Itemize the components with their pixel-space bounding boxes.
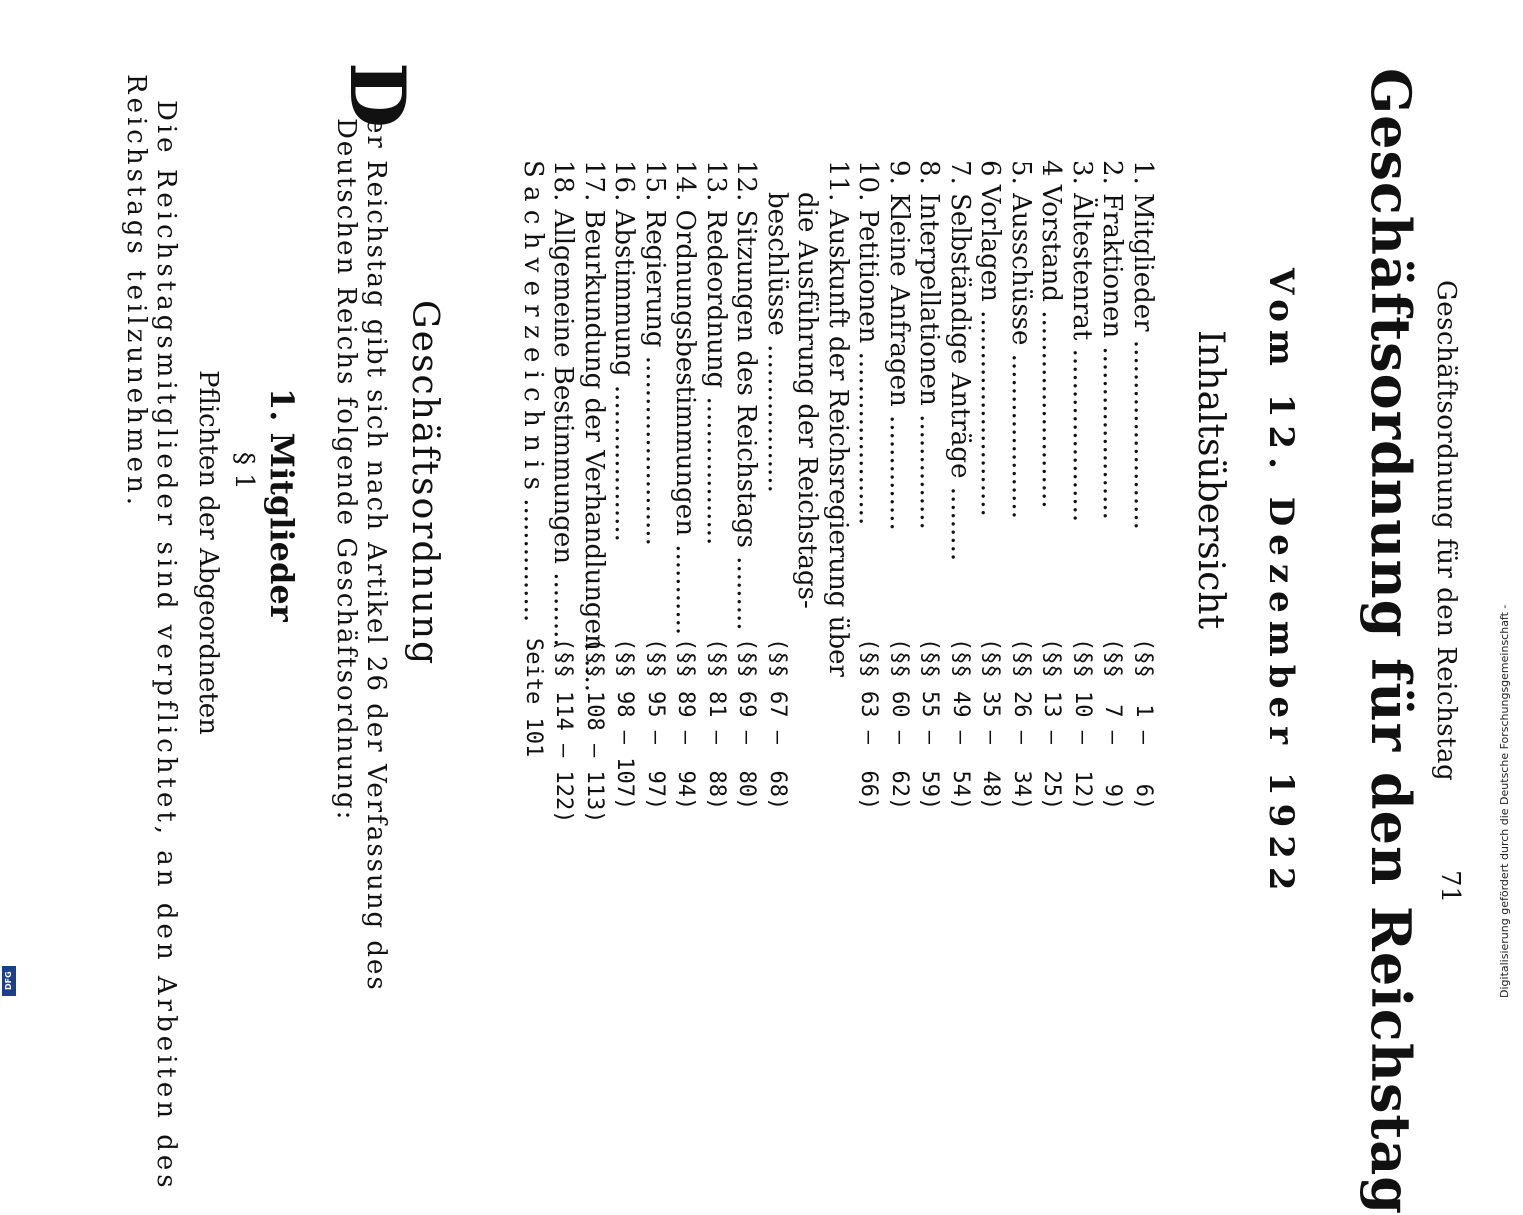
toc-entry-ref: (§§ 60 — 62) (887, 638, 912, 811)
paragraph-line-2: Reichstags teilzunehmen. (121, 74, 151, 509)
toc-entry-label: 4 Vorstand ........................ (1036, 160, 1067, 509)
toc-row (1036, 160, 1067, 820)
toc-row (670, 160, 701, 820)
drop-cap: D (333, 62, 422, 128)
section-title: Geschäftsordnung (404, 300, 445, 667)
toc-row (640, 160, 671, 820)
toc-row (792, 160, 823, 820)
toc-row (823, 160, 854, 820)
toc-entry-label: 15. Regierung ....................... (640, 160, 670, 546)
toc-entry-ref: (§§ 1 — 6) (1131, 638, 1156, 811)
part-title: 1. Mitglieder (263, 388, 301, 622)
toc-row (1128, 160, 1159, 820)
toc-row (701, 160, 732, 820)
toc-entry-label: 8. Interpellationen .............. (914, 160, 945, 530)
toc-row (518, 160, 549, 820)
toc-entry-label: 11. Auskunft der Reichsregierung über (823, 160, 853, 677)
toc-entry-label: 9. Kleine Anfragen .............. (884, 160, 914, 531)
toc-entry-label: die Ausführung der Reichstags- (792, 192, 823, 609)
toc-row (731, 160, 762, 820)
toc-entry-ref: (§§ 7 — 9) (1100, 638, 1126, 811)
toc-entry-ref: (§§ 81 — 88) (704, 638, 729, 811)
toc-entry-label: 7. Selbständige Anträge ......... (945, 160, 975, 562)
toc-entry-label: 14. Ordnungsbestimmungen ........... (670, 160, 701, 636)
dfg-logo: DFG (2, 966, 16, 996)
toc-entry-label: 5. Ausschüsse .................... (1006, 160, 1036, 519)
toc-entry-label: 13. Redeordnung .................. (701, 160, 731, 546)
toc-row (762, 160, 793, 820)
toc-entry-label: 6 Vorlagen ......................... (975, 160, 1006, 517)
page-number: 71 (1435, 870, 1465, 904)
toc-row (853, 160, 884, 820)
toc-entry-ref: (§§ 114 — 122) (551, 638, 577, 824)
toc-entry-ref: Seite 101 (521, 638, 546, 758)
toc-entry-label: S a c h v e r z e i c h n i s ............... (518, 160, 548, 623)
paragraph-heading: Pflichten der Abgeordneten (193, 370, 223, 735)
toc-row (945, 160, 976, 820)
toc-entry-label: 2. Fraktionen ..................... (1097, 160, 1128, 520)
toc-entry-ref: (§§ 55 — 59) (917, 638, 943, 811)
running-header: Geschäftsordnung für den Reichstag (1431, 280, 1461, 782)
toc-row (975, 160, 1006, 820)
toc-entry-ref: (§§ 95 — 97) (643, 638, 668, 811)
toc-row (914, 160, 945, 820)
toc-entry-label: 16. Abstimmung ................... (609, 160, 640, 542)
funding-note: Digitalisierung gefördert durch die Deutsche Forschungsgemeinschaft - (1498, 604, 1511, 998)
toc-row (579, 160, 610, 824)
toc-entry-ref: (§§ 89 — 94) (673, 638, 699, 811)
toc-entry-label: 17. Beurkundung der Verhandlungen .... (579, 160, 609, 693)
toc-entry-label: 3. Ältestenrat ..................... (1067, 160, 1097, 523)
toc-entry-label: 18. Allgemeine Bestimmungen ......... (548, 160, 579, 647)
toc-row (548, 160, 579, 824)
toc-entry-ref: (§§ 108 — 113) (582, 638, 607, 824)
document-title: Geschäftsordnung für den Reichstag (1359, 68, 1423, 1215)
toc-row (884, 160, 915, 820)
toc-row (1097, 160, 1128, 820)
toc-entry-label: beschlüsse .................. (762, 192, 792, 493)
toc-entry-ref: (§§ 98 — 107) (612, 638, 638, 811)
toc-row (1067, 160, 1098, 820)
toc-row (609, 160, 640, 820)
paragraph-line-1: Die Reichstagsmitglieder sind verpflichtet, an den Arbeiten des (151, 100, 181, 1192)
toc-entry-ref: (§§ 63 — 66) (856, 638, 882, 811)
toc-row (1006, 160, 1037, 820)
toc-entry-label: 12. Sitzungen des Reichstags ......... (731, 160, 762, 631)
toc-entry-ref: (§§ 49 — 54) (948, 638, 973, 811)
intro-line-1: er Reichstag gibt sich nach Artikel 26 der Verfassung des (361, 118, 391, 992)
toc-entry-ref: (§§ 35 — 48) (978, 638, 1004, 811)
toc-entry-ref: (§§ 13 — 25) (1039, 638, 1065, 811)
document-date: Vom 12. Dezember 1922 (1261, 268, 1301, 899)
toc-entry-ref: (§§ 69 — 80) (734, 638, 760, 811)
toc-entry-label: 1. Mitglieder ....................... (1128, 160, 1158, 530)
toc-entry-ref: (§§ 26 — 34) (1009, 638, 1034, 811)
toc-entry-ref: (§§ 10 — 12) (1070, 638, 1095, 811)
intro-line-2: Deutschen Reichs folgende Geschäftsordnung: (331, 118, 361, 822)
toc-heading: Inhaltsübersicht (1190, 330, 1231, 630)
table-of-contents (518, 160, 1159, 824)
toc-entry-ref: (§§ 67 — 68) (765, 638, 790, 811)
paragraph-mark: § 1 (229, 452, 259, 490)
toc-entry-label: 10. Petitionen ..................... (853, 160, 884, 526)
